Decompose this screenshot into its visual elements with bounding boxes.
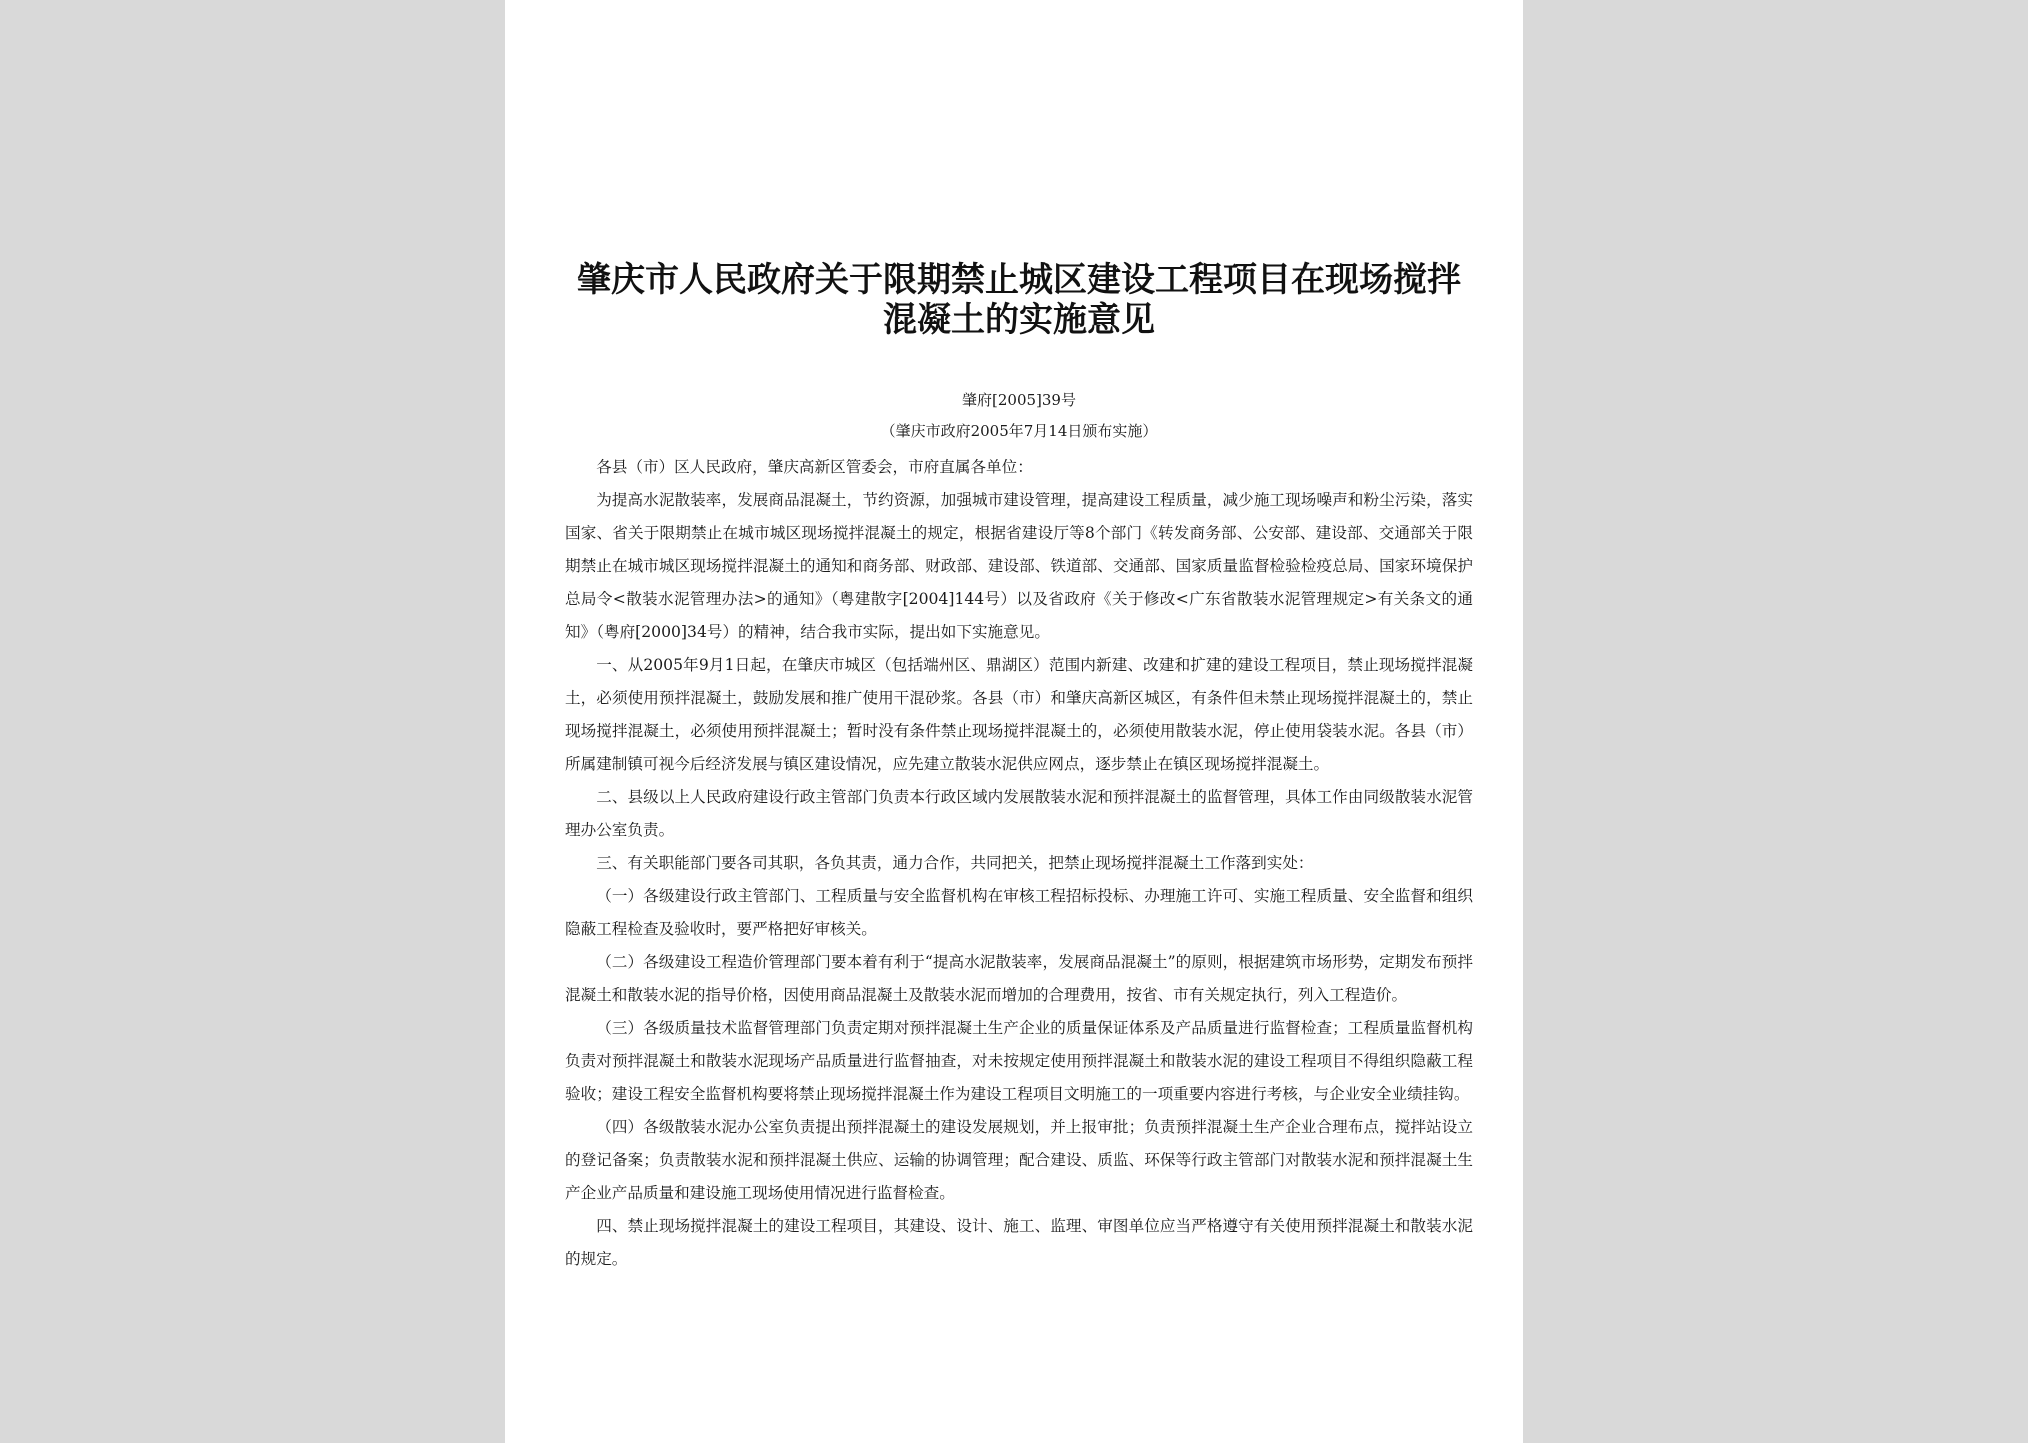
- body-paragraph: 三、有关职能部门要各司其职，各负其责，通力合作，共同把关，把禁止现场搅拌混凝土工作落到实处：: [596, 854, 1314, 872]
- addressee-paragraph: 各县（市）区人民政府，肇庆高新区管委会，市府直属各单位：: [596, 458, 1033, 476]
- body-paragraph: 一、从2005年9月1日起，在肇庆市城区（包括端州区、鼎湖区）范围内新建、改建和扩建的建设工程项目，禁止现场搅拌混凝土，必须使用预拌混凝土，鼓励发展和推广使用干混砂浆。各县（市）和肇庆高新区城区，有条件但未禁止现场搅拌混凝土的，禁止现场搅拌混凝土，必须使用预拌混凝土；暂时没有条件禁止现场搅拌混凝土的，必须使用散装水泥，停止使用袋装水泥。各县（市）所属建制镇可视今后经济发展与镇区建设情况，应先建立散装水泥供应网点，逐步禁止在镇区现场搅拌混凝土。: [565, 656, 1473, 773]
- document-number: 肇府[2005]39号: [962, 391, 1076, 409]
- body-paragraph: 为提高水泥散装率，发展商品混凝土，节约资源，加强城市建设管理，提高建设工程质量，减少施工现场噪声和粉尘污染，落实国家、省关于限期禁止在城市城区现场搅拌混凝土的规定，根据省建设厅等8个部门《转发商务部、公安部、建设部、交通部关于限期禁止在城市城区现场搅拌混凝土的通知和商务部、财政部、建设部、铁道部、交通部、国家质量监督检验检疫总局、国家环境保护总局令<散装水泥管理办法>的通知》（粤建散字[2004]144号）以及省政府《关于修改<广东省散装水泥管理规定>有关条文的通知》（粤府[2000]34号）的精神，结合我市实际，提出如下实施意见。: [565, 491, 1473, 641]
- body-paragraph: 四、禁止现场搅拌混凝土的建设工程项目，其建设、设计、施工、监理、审图单位应当严格遵守有关使用预拌混凝土和散装水泥的规定。: [565, 1217, 1473, 1268]
- body-paragraph: （三）各级质量技术监督管理部门负责定期对预拌混凝土生产企业的质量保证体系及产品质量进行监督检查；工程质量监督机构负责对预拌混凝土和散装水泥现场产品质量进行监督抽查，对未按规定使用预拌混凝土和散装水泥的建设工程项目不得组织隐蔽工程验收；建设工程安全监督机构要将禁止现场搅拌混凝土作为建设工程项目文明施工的一项重要内容进行考核，与企业安全业绩挂钩。: [565, 1019, 1473, 1103]
- body-paragraph: （四）各级散装水泥办公室负责提出预拌混凝土的建设发展规划，并上报审批；负责预拌混凝土生产企业合理布点，搅拌站设立的登记备案；负责散装水泥和预拌混凝土供应、运输的协调管理；配合建设、质监、环保等行政主管部门对散装水泥和预拌混凝土生产企业产品质量和建设施工现场使用情况进行监督检查。: [565, 1118, 1473, 1202]
- body-paragraph: （二）各级建设工程造价管理部门要本着有利于“提高水泥散装率，发展商品混凝土”的原则，根据建筑市场形势，定期发布预拌混凝土和散装水泥的指导价格，因使用商品混凝土及散装水泥而增加的合理费用，按省、市有关规定执行，列入工程造价。: [565, 953, 1473, 1004]
- document-body: [565, 451, 1473, 1276]
- document-issue-note: （肇庆市政府2005年7月14日颁布实施）: [880, 422, 1158, 440]
- document-page: [505, 0, 1523, 1443]
- body-paragraph: （一）各级建设行政主管部门、工程质量与安全监督机构在审核工程招标投标、办理施工许可、实施工程质量、安全监督和组织隐蔽工程检查及验收时，要严格把好审核关。: [565, 887, 1473, 938]
- body-paragraph: 二、县级以上人民政府建设行政主管部门负责本行政区域内发展散装水泥和预拌混凝土的监督管理，具体工作由同级散装水泥管理办公室负责。: [565, 788, 1473, 839]
- document-title: 肇庆市人民政府关于限期禁止城区建设工程项目在现场搅拌混凝土的实施意见: [577, 260, 1461, 340]
